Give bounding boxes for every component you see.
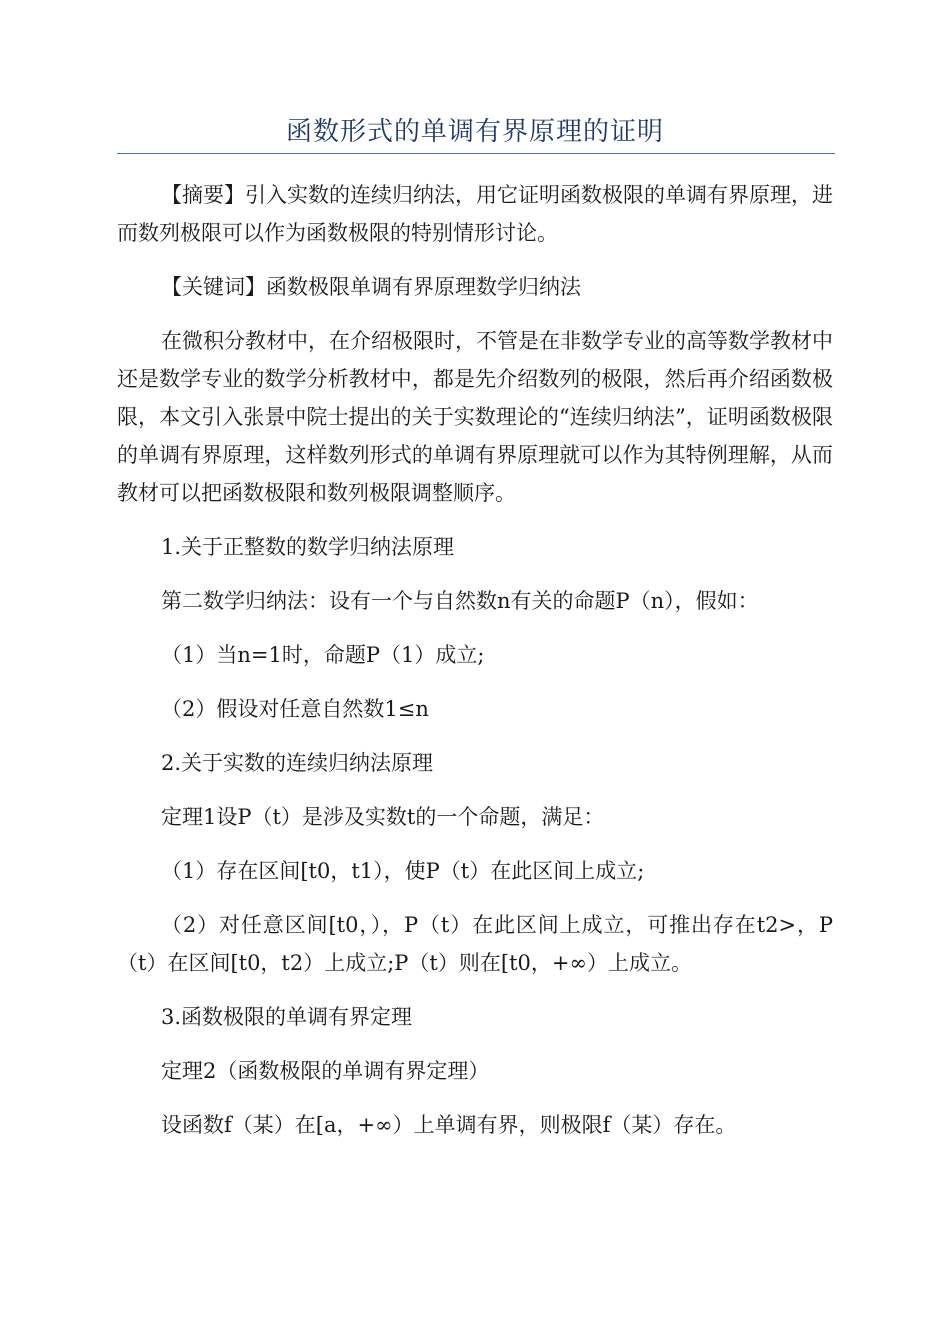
theorem-1-statement: 定理1设P（t）是涉及实数t的一个命题，满足： (161, 805, 605, 829)
abstract-paragraph: 【摘要】引入实数的连续归纳法，用它证明函数极限的单调有界原理，进而数列极限可以作为函数极限的特别情形讨论。 (117, 183, 833, 245)
induction-condition-2: （2）假设对任意自然数1≤n (161, 697, 429, 721)
intro-paragraph: 在微积分教材中，在介绍极限时，不管是在非数学专业的高等数学教材中还是数学专业的数学分析教材中，都是先介绍数列的极限，然后再介绍函数极限，本文引入张景中院士提出的关于实数理论的“连续归纳法”，证明函数极限的单调有界原理，这样数列形式的单调有界原理就可以作为其特例理解，从而教材可以把函数极限和数列极限调整顺序。 (117, 329, 833, 505)
document-title: 函数形式的单调有界原理的证明 (285, 117, 664, 147)
theorem-2-title: 定理2（函数极限的单调有界定理） (161, 1059, 490, 1083)
theorem-2-statement: 设函数f（某）在[a，+∞）上单调有界，则极限f（某）存在。 (161, 1113, 737, 1137)
theorem-1-condition-2: （2）对任意区间[t0，），P（t）在此区间上成立，可推出存在t2>，P（t）在区间[t0，t2）上成立;P（t）则在[t0，+∞）上成立。 (117, 913, 833, 975)
induction-statement: 第二数学归纳法：设有一个与自然数n有关的命题P（n），假如： (161, 589, 759, 613)
title-underline (117, 153, 835, 154)
section-heading-2: 2.关于实数的连续归纳法原理 (161, 751, 434, 775)
document-body (117, 176, 833, 1160)
section-heading-1: 1.关于正整数的数学归纳法原理 (161, 535, 455, 559)
theorem-1-condition-1: （1）存在区间[t0，t1），使P（t）在此区间上成立; (161, 859, 645, 883)
section-heading-3: 3.函数极限的单调有界定理 (161, 1005, 413, 1029)
keywords-paragraph: 【关键词】函数极限单调有界原理数学归纳法 (161, 275, 581, 299)
induction-condition-1: （1）当n=1时，命题P（1）成立; (161, 643, 485, 667)
